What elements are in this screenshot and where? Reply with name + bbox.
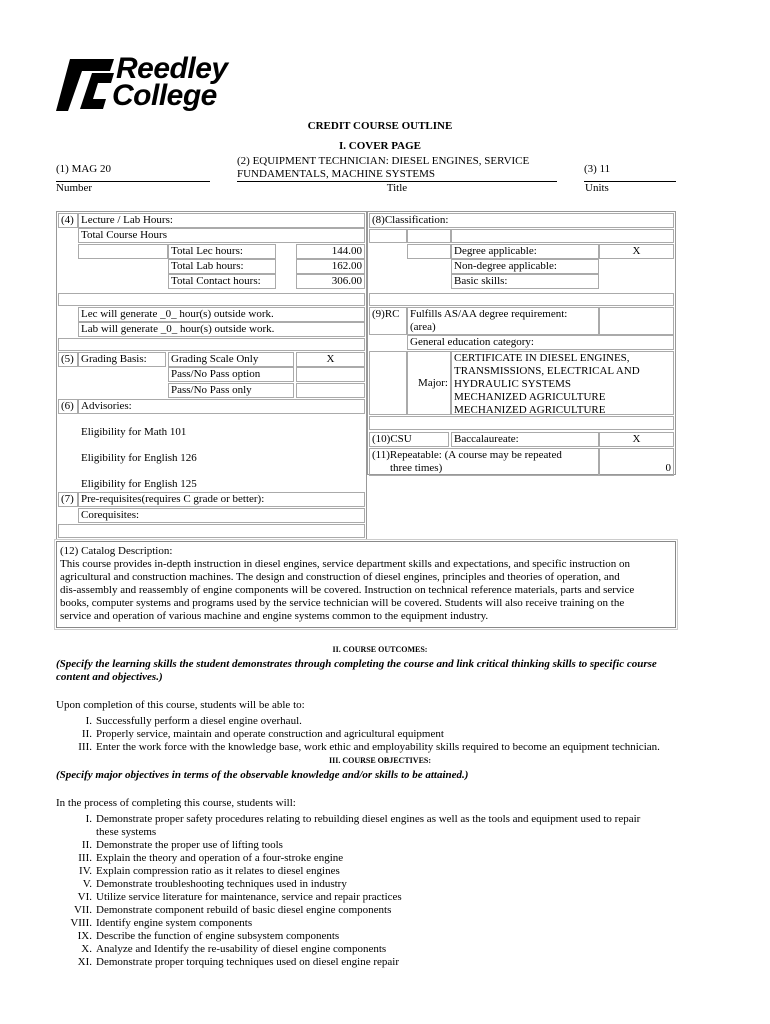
total-course-hours-label: Total Course Hours	[78, 228, 365, 243]
grading-scale-only-check: X	[296, 352, 365, 367]
catalog-heading: (12) Catalog Description:	[60, 545, 173, 557]
list-item-text: Demonstrate troubleshooting techniques used in industry	[96, 878, 347, 890]
grading-basis-label: Grading Basis:	[78, 352, 166, 367]
repeatable-value: 0	[599, 448, 674, 476]
section-7-number: (7)	[58, 492, 78, 507]
repeatable-line-2: three times)	[390, 462, 443, 474]
degree-applicable-label: Degree applicable:	[451, 244, 599, 259]
list-item-number: IX.	[77, 930, 92, 942]
fulfills-line-2: (area)	[410, 321, 436, 333]
list-item	[0, 839, 720, 852]
pass-no-pass-only-label: Pass/No Pass only	[168, 383, 294, 398]
empty-cell	[407, 244, 451, 259]
empty-cell	[369, 351, 407, 415]
college-logo	[56, 52, 286, 115]
list-item	[0, 865, 720, 878]
section-4-number: (4)	[58, 213, 78, 228]
list-item	[0, 891, 720, 904]
pass-option-check	[296, 367, 365, 382]
list-item	[0, 878, 720, 891]
list-item	[0, 930, 720, 943]
section-5-number: (5)	[58, 352, 78, 367]
list-item	[0, 852, 720, 865]
course-number-field	[56, 163, 210, 182]
outcomes-instruction-line-1: (Specify the learning skills the student demonstrates through completing the course and link critical thinking skills to specific course	[56, 658, 657, 670]
catalog-description	[56, 541, 676, 628]
course-title-line-1: (2) EQUIPMENT TECHNICIAN: DIESEL ENGINES, SERVICE	[237, 155, 530, 167]
empty-row	[58, 338, 365, 351]
pass-only-check	[296, 383, 365, 398]
list-item	[0, 715, 720, 728]
logo-line-1: Reedley	[116, 52, 228, 85]
advisory-english-126: Eligibility for English 126	[81, 452, 197, 464]
logo-mark-icon	[56, 59, 116, 113]
cover-page-heading: I. COVER PAGE	[339, 140, 421, 152]
list-item-text: Properly service, maintain and operate construction and agricultural equipment	[96, 728, 444, 740]
advisory-english-125: Eligibility for English 125	[81, 478, 197, 490]
csu-label: (10)CSU	[369, 432, 449, 447]
number-label: Number	[56, 182, 93, 194]
list-item-text: Utilize service literature for maintenance, service and repair practices	[96, 891, 402, 903]
fulfills-requirement	[407, 307, 599, 335]
course-number: (1) MAG 20	[56, 163, 111, 175]
units-field	[584, 163, 676, 182]
fulfills-line-1: Fulfills AS/AA degree requirement:	[410, 308, 568, 320]
empty-row	[369, 416, 674, 430]
catalog-line: agricultural and construction machines. The design and construction of diesel engines, principles and theories of operation, and	[60, 571, 620, 583]
list-item-text: these systems	[96, 826, 157, 838]
major-line-1: CERTIFICATE IN DIESEL ENGINES,	[454, 352, 630, 364]
lecture-lab-hours-heading: Lecture / Lab Hours:	[78, 213, 365, 228]
title-label: Title	[386, 182, 408, 194]
classification-heading: (8)Classification:	[369, 213, 674, 228]
list-item-number: XI.	[77, 956, 92, 968]
document-title: CREDIT COURSE OUTLINE	[307, 120, 453, 132]
empty-row	[58, 293, 365, 306]
catalog-line: service and operation of various machine and engine systems common to the equipment industry.	[60, 610, 489, 622]
catalog-line: dis-assembly and reassembly of engine components will be covered. Instruction on technical reference materials, parts and service	[60, 584, 635, 596]
advisory-math: Eligibility for Math 101	[81, 426, 187, 438]
units-value: (3) 11	[584, 163, 611, 175]
prerequisites-label: Pre-requisites(requires C grade or better):	[78, 492, 365, 507]
list-item	[0, 813, 720, 826]
general-education-label: General education category:	[407, 335, 674, 350]
objectives-intro: In the process of completing this course, students will:	[56, 797, 296, 809]
non-degree-applicable-label: Non-degree applicable:	[451, 259, 599, 274]
list-item-text: Enter the work force with the knowledge base, work ethic and employability skills required to become an equipment technician.	[96, 741, 660, 753]
empty-cell	[369, 229, 407, 243]
empty-cell	[78, 244, 168, 259]
list-item-number: VI.	[77, 891, 92, 903]
major-value	[451, 351, 674, 415]
total-lec-hours-label: Total Lec hours:	[168, 244, 276, 259]
units-label: Units	[585, 182, 609, 194]
outcomes-intro: Upon completion of this course, students will be able to:	[56, 699, 305, 711]
list-item	[0, 956, 720, 969]
list-item-text: Identify engine system components	[96, 917, 253, 929]
pass-no-pass-option-label: Pass/No Pass option	[168, 367, 294, 382]
list-item	[0, 741, 720, 754]
empty-cell	[451, 229, 674, 243]
list-item-number: I.	[85, 715, 92, 727]
list-item-text: Explain compression ratio as it relates to diesel engines	[96, 865, 340, 877]
catalog-line: This course provides in-depth instruction in diesel engines, service department skills and expectations, and specific instruction on	[60, 558, 631, 570]
list-item-text: Demonstrate proper safety procedures relating to rebuilding diesel engines as well as the tools and equipment used to repair	[96, 813, 641, 825]
list-item-text: Demonstrate proper torquing techniques used on diesel engine repair	[96, 956, 400, 968]
list-item-text: Successfully perform a diesel engine overhaul.	[96, 715, 302, 727]
list-item-number: I.	[85, 813, 92, 825]
catalog-line: books, computer systems and programs used by the service technician will be covered. Students will also receive training on the	[60, 597, 625, 609]
repeatable-label	[369, 448, 599, 476]
major-label: Major:	[407, 351, 451, 415]
course-title-field	[237, 155, 557, 182]
baccalaureate-check: X	[599, 432, 674, 447]
total-lec-hours-value: 144.00	[296, 244, 365, 259]
list-item-text: Demonstrate component rebuild of basic diesel engine components	[96, 904, 392, 916]
list-item-number: IV.	[79, 865, 92, 877]
total-lab-hours-label: Total Lab hours:	[168, 259, 276, 274]
list-item-number: VIII.	[70, 917, 92, 929]
list-item-number: X.	[81, 943, 92, 955]
list-item	[0, 943, 720, 956]
empty-cell	[407, 229, 451, 243]
grading-scale-only-label: Grading Scale Only	[168, 352, 294, 367]
course-objectives-heading: III. COURSE OBJECTIVES:	[328, 756, 432, 765]
total-lab-hours-value: 162.00	[296, 259, 365, 274]
list-item-number: VII.	[73, 904, 92, 916]
outcomes-instruction	[56, 658, 696, 684]
logo-line-2: College	[112, 79, 217, 112]
section-6-number: (6)	[58, 399, 78, 414]
empty-row	[369, 293, 674, 306]
objectives-list	[0, 813, 720, 969]
list-item-number: III.	[78, 852, 92, 864]
list-item	[0, 917, 720, 930]
outcomes-instruction-line-2: content and objectives.)	[56, 671, 163, 683]
major-line-3: HYDRAULIC SYSTEMS	[454, 378, 572, 390]
fulfills-value	[599, 307, 674, 335]
degree-applicable-check: X	[599, 244, 674, 259]
list-item-number: V.	[82, 878, 92, 890]
list-item	[0, 826, 720, 839]
advisories-label: Advisories:	[78, 399, 365, 414]
empty-row	[58, 524, 365, 538]
list-item-text: Explain the theory and operation of a four-stroke engine	[96, 852, 344, 864]
course-outcomes-heading: II. COURSE OUTCOMES:	[332, 645, 428, 654]
basic-skills-label: Basic skills:	[451, 274, 599, 289]
lab-outside-work: Lab will generate _0_ hour(s) outside work.	[78, 322, 365, 337]
total-contact-hours-value: 306.00	[296, 274, 365, 289]
course-title-line-2: FUNDAMENTALS, MACHINE SYSTEMS	[237, 168, 436, 180]
list-item	[0, 904, 720, 917]
total-contact-hours-label: Total Contact hours:	[168, 274, 276, 289]
rc-label: (9)RC	[369, 307, 407, 335]
major-line-4: MECHANIZED AGRICULTURE	[454, 391, 606, 403]
list-item	[0, 728, 720, 741]
list-item-number: II.	[81, 839, 92, 851]
list-item-text: Demonstrate the proper use of lifting tools	[96, 839, 283, 851]
list-item-number: II.	[81, 728, 92, 740]
outcomes-list	[0, 715, 720, 754]
list-item-text: Describe the function of engine subsystem components	[96, 930, 340, 942]
list-item-text: Analyze and Identify the re-usability of diesel engine components	[96, 943, 387, 955]
major-line-5: MECHANIZED AGRICULTURE	[454, 404, 606, 416]
baccalaureate-label: Baccalaureate:	[451, 432, 599, 447]
lec-outside-work: Lec will generate _0_ hour(s) outside work.	[78, 307, 365, 322]
objectives-instruction: (Specify major objectives in terms of the observable knowledge and/or skills to be attained.)	[56, 769, 469, 781]
major-line-2: TRANSMISSIONS, ELECTRICAL AND	[454, 365, 640, 377]
corequisites-label: Corequisites:	[78, 508, 365, 523]
repeatable-line-1: (11)Repeatable: (A course may be repeated	[372, 449, 562, 461]
list-item-number: III.	[78, 741, 92, 753]
